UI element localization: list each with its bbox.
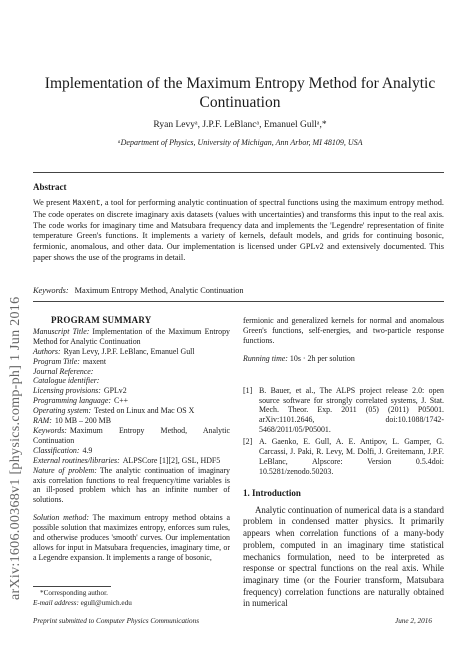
summary-field-label: Catalogue identifier: bbox=[33, 376, 100, 386]
reference-item bbox=[243, 437, 444, 477]
mid-rule bbox=[33, 301, 444, 302]
running-time-label: Running time: bbox=[243, 353, 288, 363]
running-time-value: 10s · 2h per solution bbox=[289, 353, 355, 363]
solution-method-continued: fermionic and generalized kernels for normal and anomalous Green's functions, self-energies, and two-particle response functions. bbox=[243, 316, 444, 345]
summary-field bbox=[33, 426, 230, 446]
summary-field-value: Tested on Linux and Mac OS X bbox=[94, 406, 195, 416]
reference-item bbox=[243, 386, 444, 436]
summary-field-value: Ryan Levy, J.P.F. LeBlanc, Emanuel Gull bbox=[63, 346, 195, 356]
solution-method-text: The maximum entropy method obtains a possible solution that maximizes entropy, enforces sum rules, and otherwise produces 'smooth' curves. Our implementation allows for input in Matsubara frequencies, imaginary time, or a Legendre expansion. It implements a range of bosonic, bbox=[33, 513, 230, 562]
author-list: Ryan Levyᵃ, J.P.F. LeBlancᵃ, Emanuel Gullᵃ,* bbox=[153, 120, 327, 130]
program-summary-fields bbox=[33, 327, 230, 505]
reference-text: A. Gaenko, E. Gull, A. E. Antipov, L. Gamper, G. Carcassi, J. Paki, R. Levy, M. Dolfi, J. Greitemann, J.P.F. LeBlanc, Alpscore: Version 0.5.4doi: 10.5281/zenodo.50203. bbox=[259, 437, 444, 476]
summary-field-label: Licensing provisions: bbox=[33, 386, 101, 396]
abstract-heading: Abstract bbox=[33, 182, 67, 192]
abstract-text-start: We present bbox=[33, 198, 73, 207]
summary-field-value: The analytic continuation of imaginary axis correlation functions to real frequency/time variables is an ill-posed problem which has an infinite number of solutions. bbox=[33, 465, 230, 505]
summary-field-label: Programming language: bbox=[33, 396, 111, 406]
introduction-text: Analytic continuation of numerical data is a standard problem in condensed matter physics. It primarily appears when correlation functions of a many-body problem, computed in an imaginary time statistical mechanics formulation, need to be interpreted as response or spectral functions on the real axis. While imaginary time (or the Fourier transform, Matsubara frequency) correlation functions are naturally obtained in numerical bbox=[243, 504, 444, 609]
abstract-text-rest: , a tool for performing analytic continuation of spectral functions using the maximum entropy method. The code operates on discrete imaginary axis datasets (values with uncertainties) and transforms this input to the real axis. The code works for imaginary time and Matsubara frequency data and implements the 'Legendre' representation of finite temperature Green's functions. It implements a variety of kernels, default models, and grids for continuing bosonic, fermionic, anomalous, and other data. Our implementation is licensed under GPLv2 and extensively documented. This paper shows the use of the programs in detail. bbox=[33, 198, 444, 262]
summary-field bbox=[33, 327, 230, 347]
summary-field bbox=[33, 386, 230, 396]
abstract-body bbox=[33, 198, 444, 264]
summary-field-label: Journal Reference: bbox=[33, 366, 94, 376]
program-summary-heading: PROGRAM SUMMARY bbox=[51, 315, 152, 325]
keywords-label: Keywords: bbox=[33, 286, 69, 295]
summary-field bbox=[33, 446, 230, 456]
preprint-note: Preprint submitted to Computer Physics Communications bbox=[33, 617, 200, 625]
summary-field-value: GPLv2 bbox=[103, 386, 127, 396]
email-address[interactable]: egull@umich.edu bbox=[80, 599, 132, 607]
summary-field-label: Classification: bbox=[33, 445, 80, 455]
summary-field-value: 10 MB – 200 MB bbox=[54, 416, 111, 426]
footnote-rule bbox=[33, 586, 111, 587]
solution-method bbox=[33, 513, 230, 563]
summary-field-value: 4.9 bbox=[82, 445, 93, 455]
top-rule bbox=[33, 172, 444, 173]
reference-number: [1] bbox=[243, 385, 253, 395]
email-label: E-mail address: bbox=[33, 599, 79, 607]
summary-field bbox=[33, 396, 230, 406]
summary-field bbox=[33, 406, 230, 416]
reference-number: [2] bbox=[243, 437, 253, 447]
reference-text: B. Bauer, et al., The ALPS project release 2.0: open source software for strongly correlated systems, J. Stat. Mech. Theor. Exp. 2011 (05) (2011) P05001. arXiv:1101.2646, doi:10.1088/1742-5468/2011/05/P05001. bbox=[259, 385, 444, 435]
summary-field-label: Nature of problem: bbox=[33, 465, 97, 475]
corresponding-author-note: *Corresponding author. bbox=[40, 589, 108, 597]
summary-field-value: C++ bbox=[113, 396, 129, 406]
running-time bbox=[243, 354, 444, 364]
left-column bbox=[33, 316, 230, 563]
summary-field-label: Manuscript Title: bbox=[33, 326, 90, 336]
summary-field bbox=[33, 376, 230, 386]
solution-method-label: Solution method: bbox=[33, 513, 89, 523]
summary-field-value: Implementation of the Maximum Entropy Method for Analytic Continuation bbox=[33, 326, 230, 346]
introduction-heading: 1. Introduction bbox=[243, 487, 301, 498]
summary-field bbox=[33, 416, 230, 426]
summary-field-value: maxent bbox=[82, 356, 107, 366]
summary-field-value: ALPSCore [1][2], GSL, HDF5 bbox=[122, 455, 221, 465]
paper-title: Implementation of the Maximum Entropy Method for Analytic Continuation bbox=[44, 75, 436, 111]
arxiv-stamp-text: arXiv:1606.00368v1 [physics.comp-ph] 1 Jun 2016 bbox=[8, 296, 23, 600]
keywords-value: Maximum Entropy Method, Analytic Continuation bbox=[74, 286, 244, 295]
summary-field bbox=[33, 456, 230, 466]
summary-field bbox=[33, 357, 230, 367]
preprint-date: June 2, 2016 bbox=[395, 617, 432, 625]
right-column bbox=[243, 316, 444, 610]
arxiv-stamp bbox=[6, 180, 26, 600]
summary-field bbox=[33, 367, 230, 377]
reference-list bbox=[243, 386, 444, 477]
email-note bbox=[33, 599, 233, 607]
abstract-code-name: Maxent bbox=[72, 200, 101, 208]
summary-field-label: Program Title: bbox=[33, 356, 80, 366]
summary-field-label: External routines/libraries: bbox=[33, 455, 120, 465]
keywords-line bbox=[33, 286, 244, 295]
summary-field-label: Keywords: bbox=[33, 425, 67, 435]
summary-field bbox=[33, 347, 230, 357]
summary-field-value: Maximum Entropy Method, Analytic Continuation bbox=[33, 425, 230, 445]
summary-field-label: RAM: bbox=[33, 416, 52, 426]
affiliation: ᵃDepartment of Physics, University of Michigan, Ann Arbor, MI 48109, USA bbox=[117, 138, 363, 147]
summary-field-label: Authors: bbox=[33, 346, 61, 356]
summary-field-label: Operating system: bbox=[33, 406, 92, 416]
summary-field bbox=[33, 466, 230, 506]
